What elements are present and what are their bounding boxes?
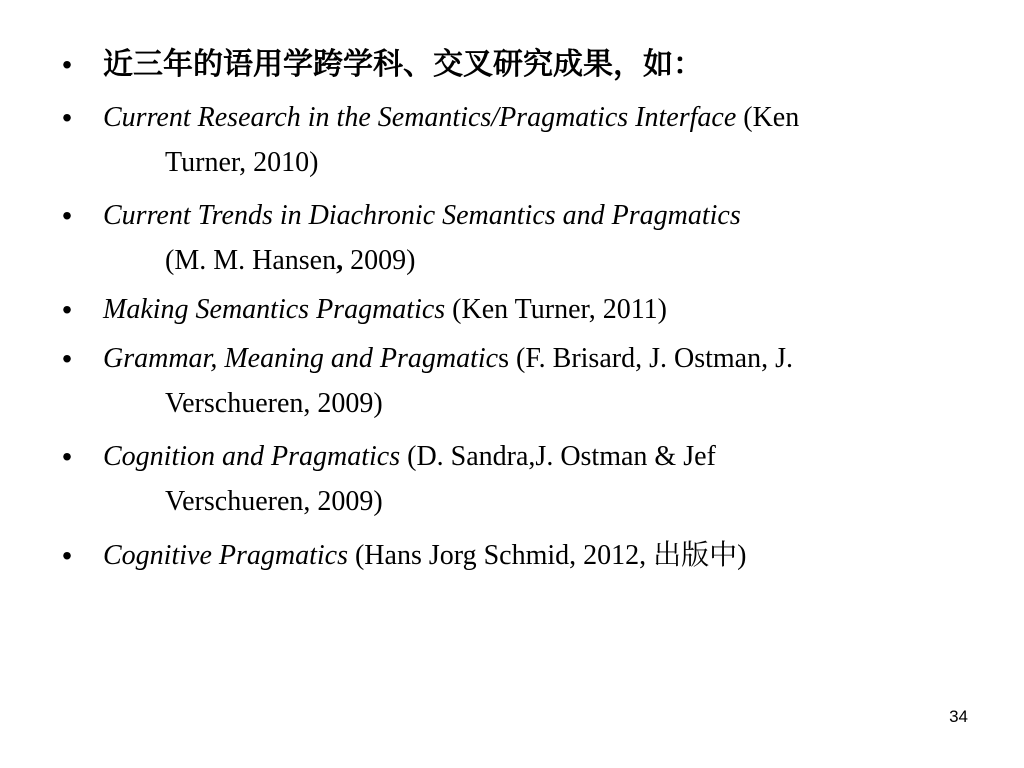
reference-title: Grammar, Meaning and Pragmatic	[103, 343, 499, 374]
reference-info-continued: Turner, 2010)	[165, 147, 319, 178]
reference-info: (F. Brisard, J. Ostman, J.	[509, 343, 793, 374]
reference-line-1	[103, 287, 667, 332]
reference-title: Current Trends in Diachronic Semantics and Pragmatics	[103, 200, 741, 231]
reference-title: Cognitive Pragmatics	[103, 540, 348, 571]
reference-info: (Ken Turner, 2011)	[445, 294, 667, 325]
bullet-icon: •	[62, 102, 72, 133]
reference-title: Making Semantics Pragmatics	[103, 294, 446, 325]
reference-title: Cognition and Pragmatics	[103, 441, 401, 472]
page-number: 34	[949, 707, 968, 726]
bullet-icon: •	[62, 49, 72, 80]
bullet-icon: •	[62, 441, 72, 472]
bullet-icon: •	[62, 200, 72, 231]
reference-author: (M. M. Hansen	[165, 245, 337, 276]
reference-info-continued: Verschueren, 2009)	[165, 388, 383, 419]
reference-title: Current Research in the Semantics/Pragmatics Interface	[103, 102, 737, 133]
reference-info: (D. Sandra,J. Ostman & Jef	[400, 441, 716, 472]
reference-info: (Hans Jorg Schmid, 2012, 出版中)	[347, 540, 747, 571]
reference-line-1	[103, 193, 741, 238]
reference-comma: ,	[336, 245, 344, 276]
reference-info-continued	[165, 238, 415, 283]
reference-line-1	[103, 434, 716, 479]
reference-info: (Ken	[736, 102, 800, 133]
reference-line-1	[103, 95, 799, 140]
reference-line-1	[103, 533, 746, 578]
reference-title-tail: s	[498, 343, 509, 374]
intro-heading: 近三年的语用学跨学科、交叉研究成果，如：	[103, 47, 703, 82]
bullet-icon: •	[62, 343, 72, 374]
reference-line-1	[103, 336, 793, 381]
bullet-icon: •	[62, 540, 72, 571]
bullet-icon: •	[62, 294, 72, 325]
reference-info-continued: Verschueren, 2009)	[165, 486, 383, 517]
reference-year: 2009)	[343, 245, 416, 276]
